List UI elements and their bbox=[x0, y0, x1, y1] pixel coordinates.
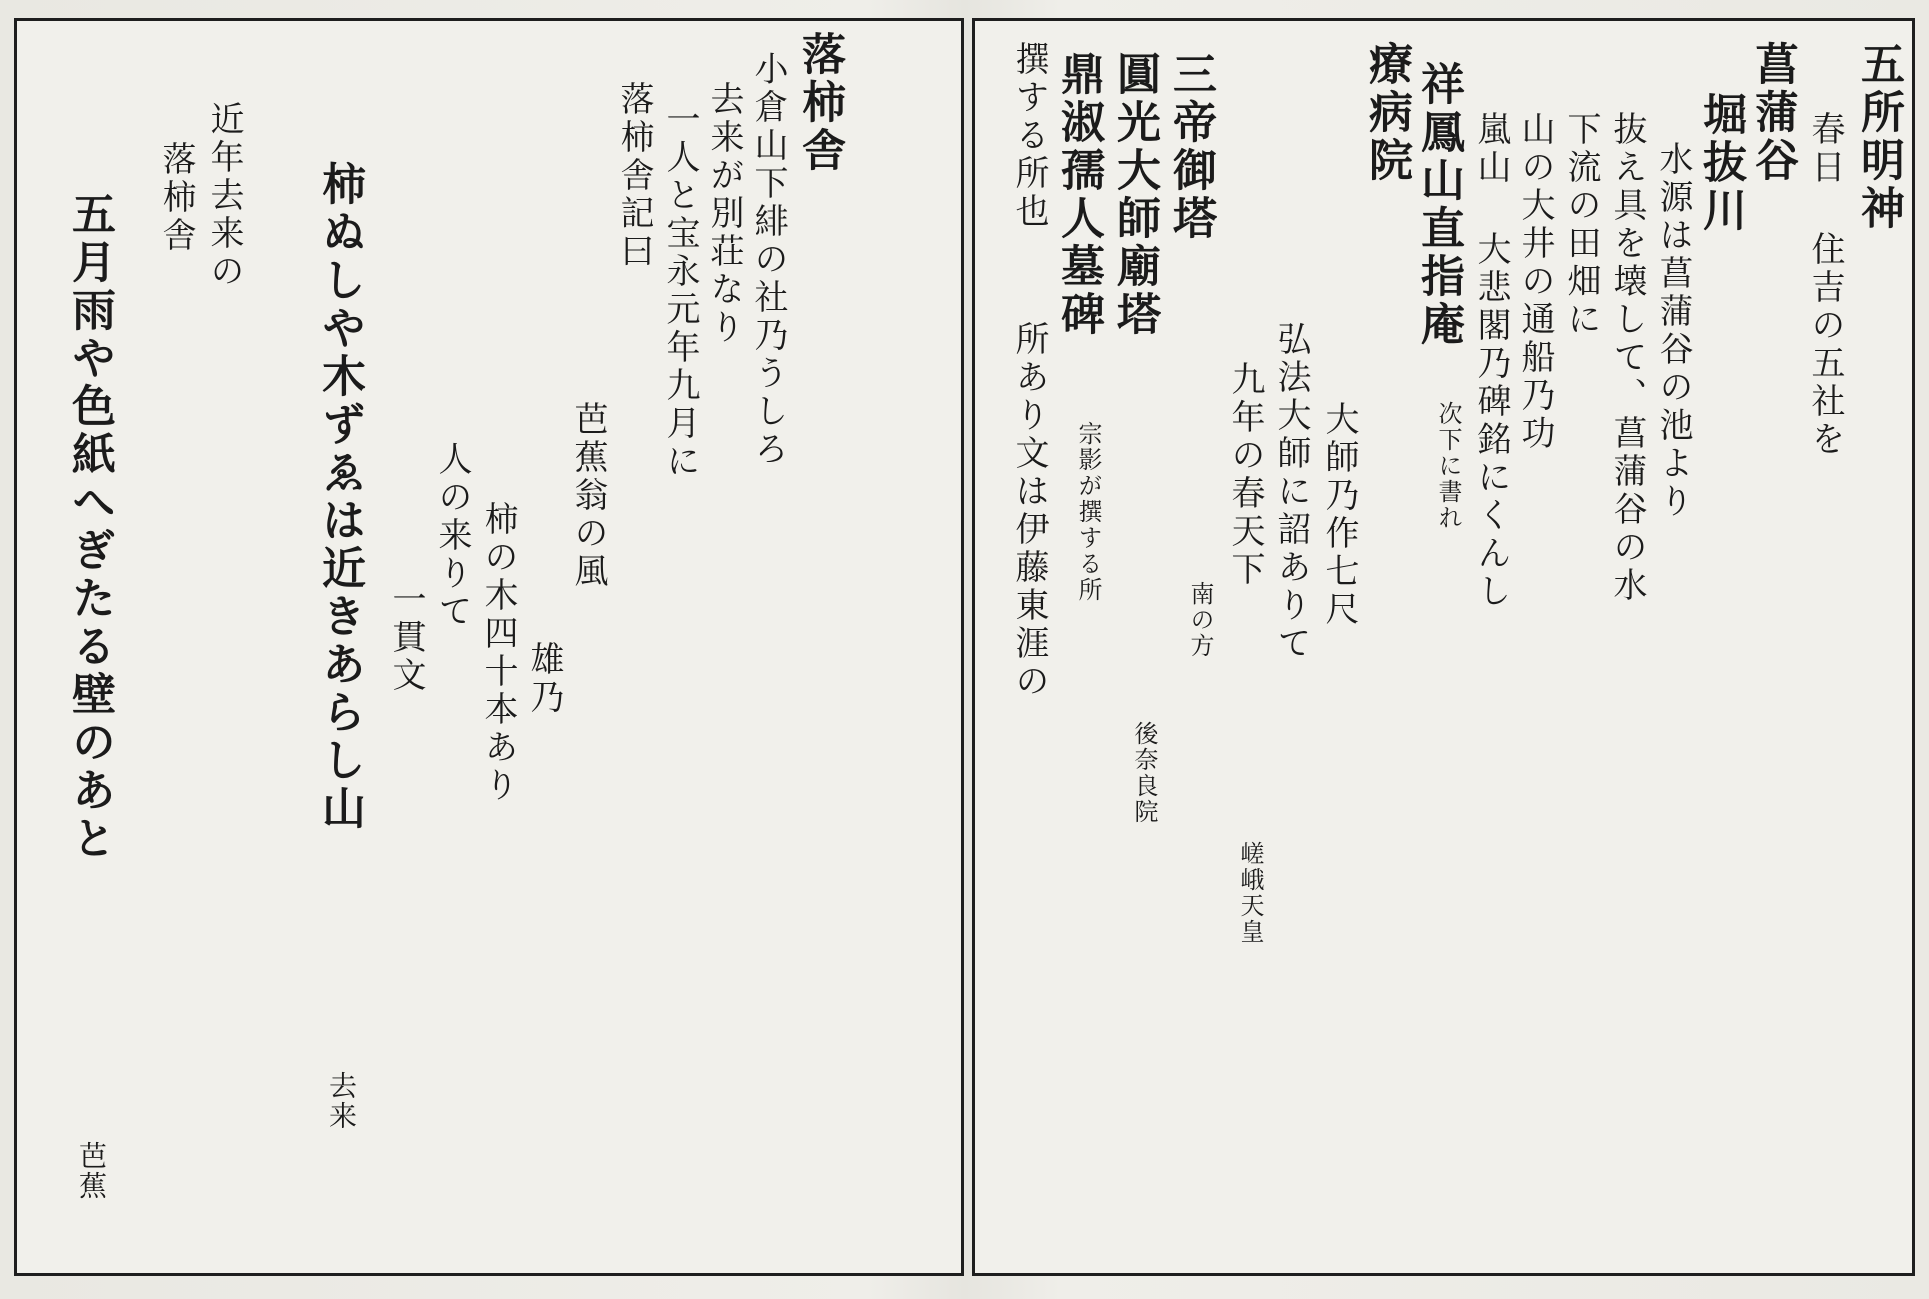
text-column: 一貫文 bbox=[386, 581, 426, 695]
heading-enko-daishi-byoto: 圓光大師廟塔 bbox=[1109, 51, 1160, 339]
text-column: 九年の春天下 bbox=[1225, 361, 1265, 589]
text-column: 宗影が撰する所 bbox=[1074, 421, 1102, 603]
text-column: 抜え具を壊して、菖蒲谷の水 bbox=[1607, 111, 1647, 605]
left-page bbox=[14, 18, 964, 1276]
text-column: 山の大井の通船乃功 bbox=[1515, 111, 1555, 453]
text-column: 大師乃作七尺 bbox=[1319, 401, 1359, 629]
text-column: 雄乃 bbox=[524, 641, 564, 717]
text-column: 嵐山 大悲閣乃碑銘にくんし bbox=[1471, 111, 1511, 611]
heading-ryobyoin: 療病院 bbox=[1361, 41, 1412, 185]
author-basho: 芭蕉 bbox=[75, 1141, 108, 1201]
text-column: 所あり文は伊藤東涯の bbox=[1009, 321, 1049, 701]
text-column: 撰する所也 bbox=[1009, 41, 1049, 231]
haiku-kakinushi: 柿ぬしや木ずゑは近きあらし山 bbox=[314, 161, 365, 833]
right-page bbox=[972, 18, 1915, 1276]
text-column: 春日 住吉の五社を bbox=[1805, 111, 1845, 459]
text-column: 人の来りて bbox=[432, 441, 472, 631]
heading-horinukigawa: 堀抜川 bbox=[1695, 91, 1746, 235]
text-column: 近年去来の bbox=[204, 101, 244, 291]
text-column: 後奈良院 bbox=[1130, 721, 1158, 825]
text-column: 一人と宝永元年九月に bbox=[660, 101, 700, 481]
text-column: 去来が別荘なり bbox=[704, 81, 744, 347]
heading-shihosan-jikishian: 祥鳳山直指庵 bbox=[1413, 61, 1464, 349]
text-column: 南の方 bbox=[1186, 581, 1214, 659]
text-column: 水源は菖蒲谷の池より bbox=[1653, 141, 1693, 521]
text-column: 落柿舎 bbox=[156, 141, 196, 255]
haiku-samidare: 五月雨や色紙へぎたる壁のあと bbox=[64, 191, 115, 863]
author-kyorai: 去来 bbox=[325, 1071, 358, 1131]
text-column: 下流の田畑に bbox=[1561, 111, 1601, 339]
text-column: 弘法大師に詔ありて bbox=[1271, 321, 1311, 663]
text-column: 芭蕉翁の風 bbox=[568, 401, 608, 591]
heading-goshomyojin: 五所明神 bbox=[1853, 41, 1904, 233]
heading-rakushisha: 落柿舎 bbox=[794, 31, 845, 175]
text-column: 嵯峨天皇 bbox=[1236, 841, 1264, 945]
heading-santei-goto: 三帝御塔 bbox=[1165, 51, 1216, 243]
text-column: 小倉山下緋の社乃うしろ bbox=[748, 51, 788, 469]
heading-shobudani: 菖蒲谷 bbox=[1747, 41, 1798, 185]
heading-teishuku-jujin-bohi: 鼎淑孺人墓碑 bbox=[1053, 51, 1104, 339]
text-column: 柿の木四十本あり bbox=[478, 501, 518, 805]
text-column: 次下に書れ bbox=[1434, 401, 1462, 531]
text-column: 落柿舎記曰 bbox=[614, 81, 654, 271]
